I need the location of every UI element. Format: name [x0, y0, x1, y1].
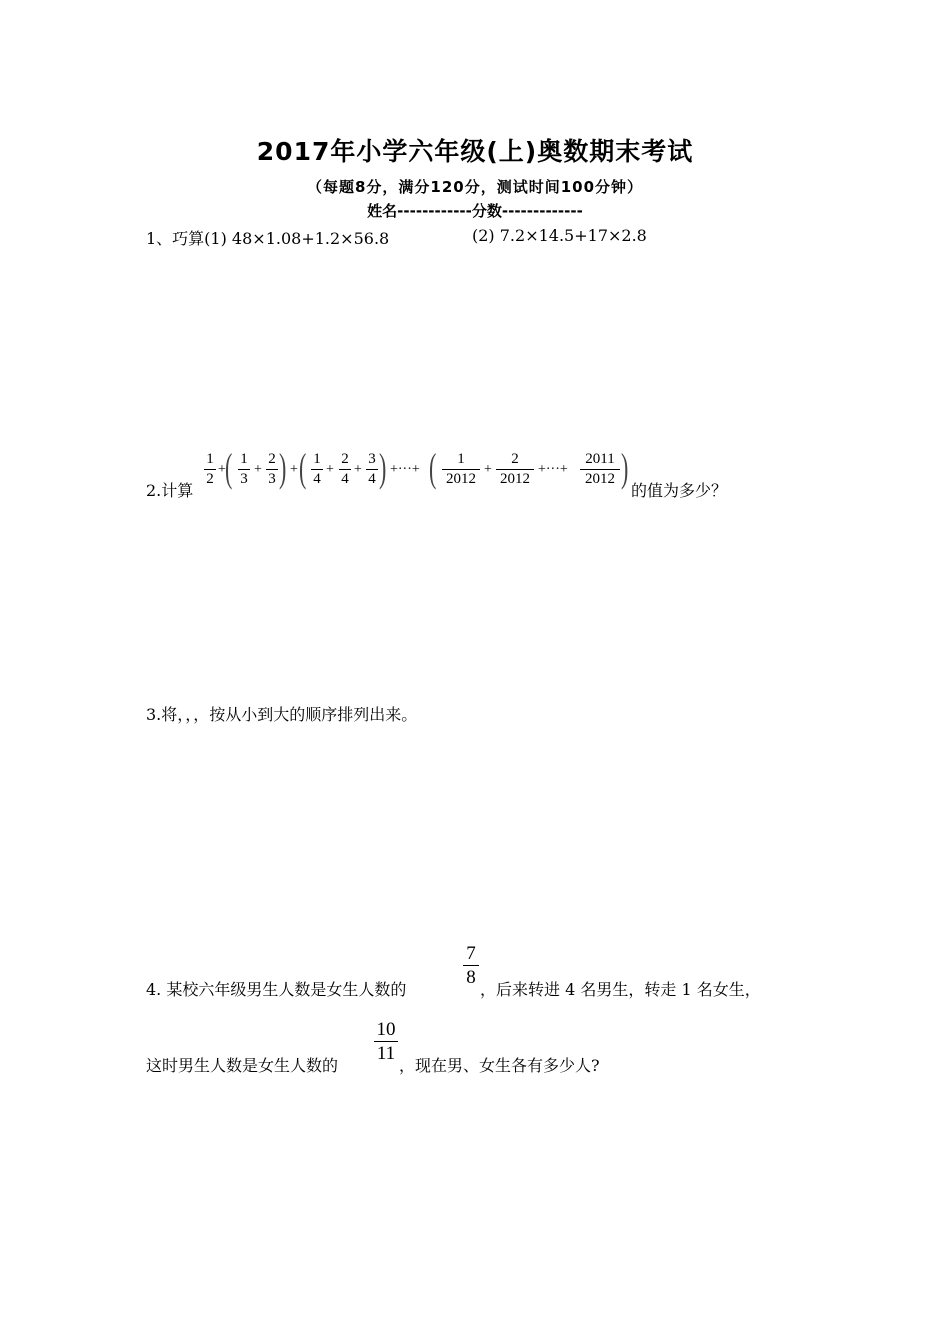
fraction: 2 2012 — [496, 452, 534, 487]
fraction: 2 4 — [339, 452, 351, 487]
name-score-line: 姓名------------分数------------- — [367, 202, 583, 220]
left-paren: ( — [298, 445, 307, 490]
fraction: 1 2012 — [442, 452, 480, 487]
right-paren: ) — [378, 445, 387, 490]
plus-sign: + — [326, 462, 334, 477]
left-paren: ( — [428, 445, 437, 490]
fraction-seven-eighths: 7 8 — [463, 944, 479, 987]
question-4-line2-end: ，现在男、女生各有多少人? — [399, 1056, 600, 1075]
page-title: 2017年小学六年级(上)奥数期末考试 — [256, 137, 694, 166]
right-paren: ) — [278, 445, 287, 490]
right-paren: ) — [620, 445, 629, 490]
exam-subtitle: （每题8分，满分120分，测试时间100分钟） — [306, 178, 644, 196]
ellipsis-plus: +···+ — [538, 462, 568, 477]
plus-sign: + — [484, 462, 492, 477]
fraction: 2 3 — [266, 452, 278, 487]
question-4-line2-start: 这时男生人数是女生人数的 — [146, 1056, 339, 1075]
question-1-part2: (2) 7.2×14.5+17×2.8 — [472, 226, 647, 245]
question-4-line1-start: 4. 某校六年级男生人数是女生人数的 — [146, 980, 407, 999]
plus-sign: + — [218, 462, 226, 477]
plus-sign: + — [254, 462, 262, 477]
question-3: 3.将，，，按从小到大的顺序排列出来。 — [146, 705, 418, 724]
left-paren: ( — [224, 445, 233, 490]
fraction: 2011 2012 — [580, 452, 620, 487]
fraction: 1 3 — [238, 452, 250, 487]
ellipsis-plus: +···+ — [390, 462, 420, 477]
fraction: 3 4 — [366, 452, 378, 487]
plus-sign: + — [290, 462, 298, 477]
fraction-ten-elevenths: 10 11 — [374, 1020, 398, 1063]
question-1-part1: 1、巧算(1) 48×1.08+1.2×56.8 — [146, 229, 390, 248]
fraction: 1 4 — [311, 452, 323, 487]
plus-sign: + — [354, 462, 362, 477]
question-2-prefix: 2.计算 — [146, 481, 194, 500]
question-4-line1-end: ，后来转进 4 名男生，转走 1 名女生， — [480, 980, 761, 999]
fraction: 1 2 — [204, 452, 216, 487]
question-1 — [146, 226, 389, 249]
question-2-suffix: 的值为多少？ — [631, 481, 728, 500]
